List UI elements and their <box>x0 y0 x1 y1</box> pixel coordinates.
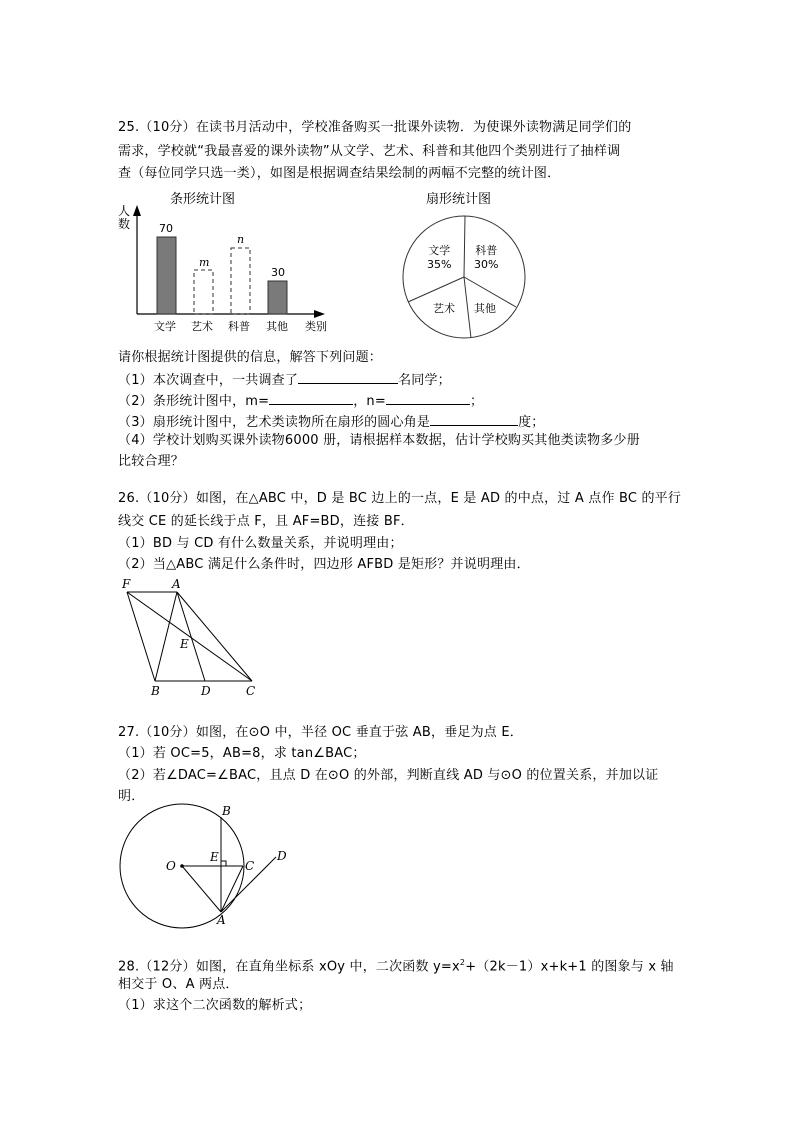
answer-blank-angle[interactable] <box>430 412 518 426</box>
pie-label-wenxue <box>427 244 451 272</box>
q25-line-3: 查（每位同学只选一类），如图是根据调查结果绘制的两幅不完整的统计图． <box>118 166 561 181</box>
point-label-A2: A <box>217 913 226 927</box>
q25-sub3 <box>118 412 544 431</box>
q26-figure <box>110 575 280 700</box>
y-axis-arrow-icon <box>133 205 141 216</box>
point-label-B2: B <box>222 804 231 818</box>
point-label-C: C <box>246 684 256 698</box>
x-tick-yishu: 艺术 <box>191 320 213 333</box>
q28-line-2: 相交于 O、A 两点． <box>118 977 239 992</box>
q25-sub2 <box>118 391 483 410</box>
point-label-A: A <box>172 577 181 591</box>
pie-label-wenxue-pct: 35% <box>427 258 452 271</box>
x-axis-label: 类别 <box>305 320 327 333</box>
bar-kepu <box>231 248 250 314</box>
answer-blank-m[interactable] <box>269 391 353 405</box>
bar-chart-title: 条形统计图 <box>170 192 236 207</box>
q28-text-post: +（2k－1）x+k+1 的图象与 x 轴 <box>465 959 674 975</box>
bar-wenxue <box>157 237 176 314</box>
q25-sub2-text: （2）条形统计图中，m= <box>118 394 270 409</box>
answer-blank-n[interactable] <box>386 391 470 405</box>
pie-label-wenxue-name: 文学 <box>428 244 451 257</box>
pie-label-qita: 其他 <box>474 302 496 315</box>
pie-label-kepu <box>474 244 498 272</box>
x-axis-arrow-icon <box>314 310 325 318</box>
y-axis-label-1: 人 <box>118 204 131 218</box>
q25-sub2-mid: ，n= <box>353 394 386 409</box>
bar-label-kepu: n <box>237 233 245 246</box>
pie-chart <box>395 205 535 345</box>
q26-line-2: 线交 CE 的延长线于点 F，且 AF=BD，连接 BF． <box>118 514 414 529</box>
point-label-E2: E <box>210 850 219 864</box>
bar-label-qita: 30 <box>271 266 285 279</box>
q25-sub3-text: （3）扇形统计图中，艺术类读物所在扇形的圆心角是 <box>118 415 431 430</box>
pie-chart-title: 扇形统计图 <box>426 192 492 207</box>
q25-sub4-line-1: （4）学校计划购买课外读物6000 册，请根据样本数据，估计学校购买其他类读物多少册 <box>118 433 640 448</box>
x-tick-qita: 其他 <box>266 320 288 333</box>
point-label-E: E <box>180 637 189 651</box>
point-label-C2: C <box>245 859 255 873</box>
q25-sub1-text: （1）本次调查中，一共调查了 <box>118 373 299 388</box>
pie-label-kepu-pct: 30% <box>474 258 499 271</box>
q25-sub2-suffix: ； <box>469 394 484 409</box>
y-axis-label <box>118 205 130 231</box>
q25-intro: 请你根据统计图提供的信息，解答下列问题： <box>118 350 383 365</box>
bar-yishu <box>194 270 213 314</box>
bar-qita <box>268 281 287 314</box>
q25-sub4-line-2: 比较合理？ <box>118 454 185 469</box>
q28-text-pre: 28.（12分）如图，在直角坐标系 xOy 中，二次函数 y=x <box>118 959 460 975</box>
point-label-O: O <box>166 859 176 873</box>
bar-label-wenxue: 70 <box>159 222 173 235</box>
q26-line-4: （2）当△ABC 满足什么条件时，四边形 AFBD 是矩形？并说明理由． <box>118 557 530 572</box>
q27-line-2: （1）若 OC=5，AB=8，求 tan∠BAC； <box>118 746 366 761</box>
y-axis-label-2: 数 <box>118 217 131 231</box>
q27-line-1: 27.（10分）如图，在⊙O 中，半径 OC 垂直于弦 AB，垂足为点 E． <box>118 725 523 740</box>
q28-line-3: （1）求这个二次函数的解析式； <box>118 998 312 1013</box>
point-label-B: B <box>151 684 160 698</box>
q28-exponent: 2 <box>459 958 466 967</box>
q25-sub1 <box>118 370 451 389</box>
x-tick-kepu: 科普 <box>228 320 250 333</box>
x-tick-wenxue: 文学 <box>154 320 176 333</box>
q27-line-3: （2）若∠DAC=∠BAC，且点 D 在⊙O 的外部，判断直线 AD 与⊙O 的位置关系，并加以证 <box>118 768 659 783</box>
point-label-D: D <box>201 684 211 698</box>
q25-line-2: 需求，学校就“我最喜爱的课外读物”从文学、艺术、科普和其他四个类别进行了抽样调 <box>118 144 621 159</box>
pie-label-yishu: 艺术 <box>433 302 455 315</box>
q26-line-3: （1）BD 与 CD 有什么数量关系，并说明理由； <box>118 536 403 551</box>
q25-sub1-suffix: 名同学； <box>398 373 451 388</box>
q25-line-1: 25.（10分）在读书月活动中，学校准备购买一批课外读物．为使课外读物满足同学们的 <box>118 120 632 135</box>
point-label-D2: D <box>277 849 287 863</box>
point-label-F: F <box>122 577 131 591</box>
q26-line-1: 26.（10分）如图，在△ABC 中，D 是 BC 边上的一点，E 是 AD 的中点，过 A 点作 BC 的平行 <box>118 491 682 506</box>
pie-label-kepu-name: 科普 <box>475 244 498 257</box>
q25-sub3-suffix: 度； <box>518 415 545 430</box>
bar-chart <box>110 200 350 335</box>
q27-figure <box>110 800 300 930</box>
bar-label-yishu: m <box>199 256 210 269</box>
q27-line-4: 明． <box>118 789 145 804</box>
answer-blank-total[interactable] <box>298 370 398 384</box>
q28-line-1 <box>118 955 674 975</box>
